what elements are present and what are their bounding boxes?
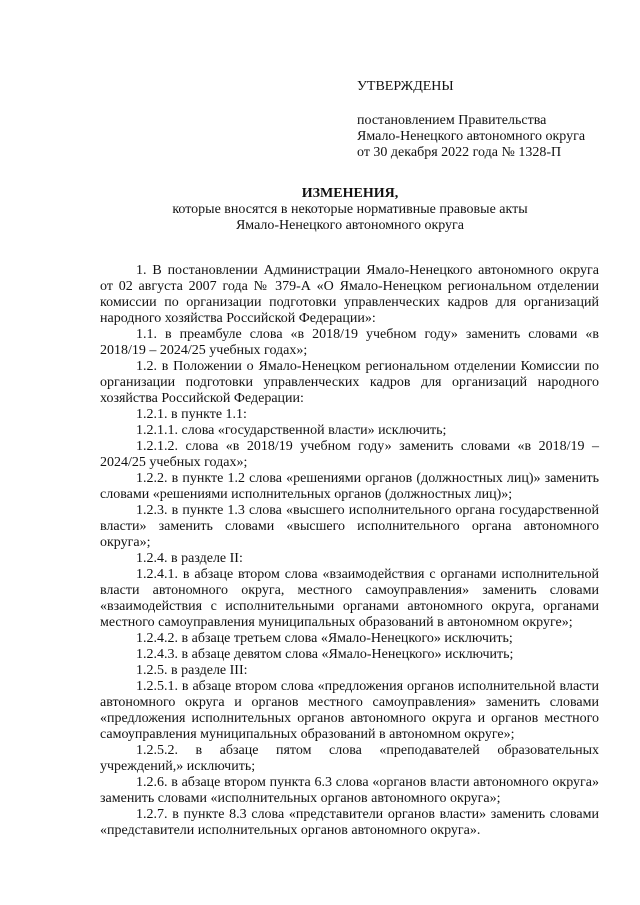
paragraph-1-2-4-3: 1.2.4.3. в абзаце девятом слова «Ямало-Ненецкого» исключить; [136,647,514,662]
document-subtitle-line-1: которые вносятся в некоторые нормативные правовые акты [172,202,528,217]
paragraph-1: 1. В постановлении Администрации Ямало-Ненецкого автономного округа от 02 августа 2007 года № 379-А «О Ямало-Ненецком региональном отделении комиссии по организации подготовки управленческих кадров для организаций народного хозяйства Российской Федерации»: [100,263,599,326]
approval-line-3: от 30 декабря 2022 года № 1328-П [357,145,562,160]
paragraph-1-2-5-2: 1.2.5.2. в абзаце пятом слова «преподавателей образовательных учреждений,» исключить; [100,743,599,774]
paragraph-1-2-3: 1.2.3. в пункте 1.3 слова «высшего исполнительного органа государственной власти» заменить словами «высшего исполнительного органа автономного округа»; [100,503,599,550]
paragraph-1-2: 1.2. в Положении о Ямало-Ненецком региональном отделении Комиссии по организации подготовки управленческих кадров для организаций народного хозяйства Российской Федерации: [100,359,599,406]
paragraph-1-2-4: 1.2.4. в разделе II: [136,551,243,566]
paragraph-1-2-2: 1.2.2. в пункте 1.2 слова «решениями органов (должностных лиц)» заменить словами «решениями исполнительных органов (должностных лиц)»; [100,471,599,502]
approval-line-2: Ямало-Ненецкого автономного округа [357,129,586,144]
paragraph-1-2-1-2: 1.2.1.2. слова «в 2018/19 учебном году» заменить словами «в 2018/19 – 2024/25 учебных годах»; [100,439,599,470]
document-body [100,263,599,839]
approval-stamp [357,79,617,161]
paragraph-1-2-7: 1.2.7. в пункте 8.3 слова «представители органов власти» заменить словами «представители исполнительных органов автономного округа». [100,807,599,838]
document-title: ИЗМЕНЕНИЯ, [301,186,399,201]
paragraph-1-2-1: 1.2.1. в пункте 1.1: [136,407,247,422]
paragraph-1-2-6: 1.2.6. в абзаце втором пункта 6.3 слова «органов власти автономного округа» заменить словами «исполнительных органов автономного округа»; [100,775,599,806]
paragraph-1-2-5-1: 1.2.5.1. в абзаце втором слова «предложения органов исполнительной власти автономного округа и органов местного самоуправления» заменить словами «предложения исполнительных органов автономного округа и органов местного самоуправления муниципальных образований в автономном округе»; [100,679,599,742]
paragraph-1-2-1-1: 1.2.1.1. слова «государственной власти» исключить; [136,423,447,438]
approval-heading: УТВЕРЖДЕНЫ [357,79,454,94]
document-heading [100,186,600,234]
paragraph-1-2-5: 1.2.5. в разделе III: [136,663,248,678]
approval-line-1: постановлением Правительства [357,113,547,128]
paragraph-1-2-4-1: 1.2.4.1. в абзаце втором слова «взаимодействия с органами исполнительной власти автономного округа, местного самоуправления» заменить словами «взаимодействия с исполнительными органами автономного округа, органами местного самоуправления муниципальных образований в автономном округе»; [100,567,599,630]
paragraph-1-2-4-2: 1.2.4.2. в абзаце третьем слова «Ямало-Ненецкого» исключить; [136,631,513,646]
paragraph-1-1: 1.1. в преамбуле слова «в 2018/19 учебном году» заменить словами «в 2018/19 – 2024/25 учебных годах»; [100,327,599,358]
document-subtitle-line-2: Ямало-Ненецкого автономного округа [235,218,465,233]
